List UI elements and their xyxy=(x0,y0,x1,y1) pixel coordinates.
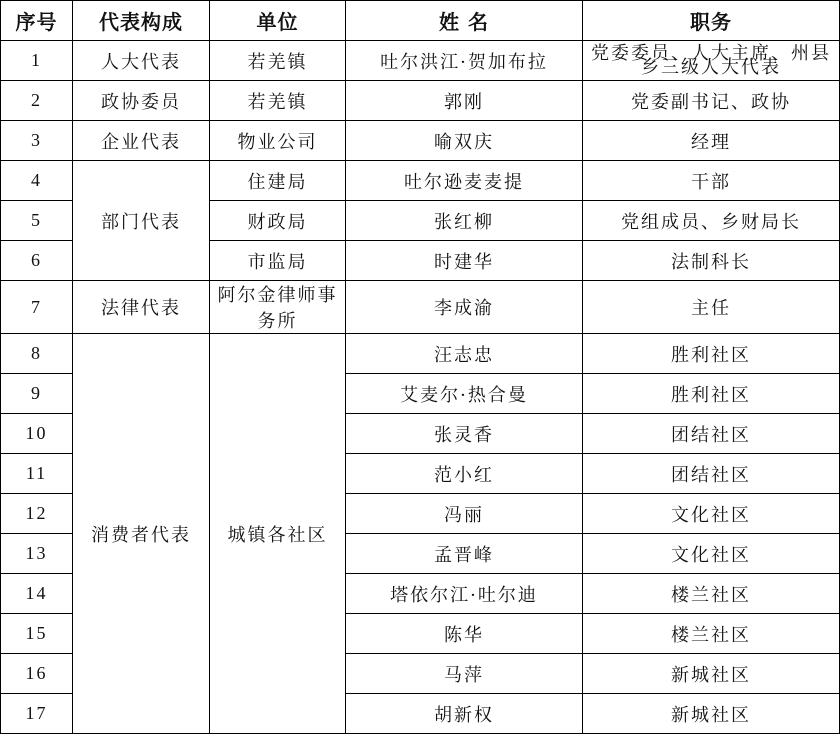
row-duty: 党组成员、乡财局长 xyxy=(583,201,840,241)
row-number: 17 xyxy=(1,694,73,734)
row-name: 范小红 xyxy=(346,454,583,494)
row-unit: 财政局 xyxy=(210,201,346,241)
row-unit: 物业公司 xyxy=(210,121,346,161)
row-duty: 楼兰社区 xyxy=(583,574,840,614)
row-name: 马萍 xyxy=(346,654,583,694)
row-number: 13 xyxy=(1,534,73,574)
row-name: 孟晋峰 xyxy=(346,534,583,574)
row-number: 15 xyxy=(1,614,73,654)
row-number: 1 xyxy=(1,41,73,81)
row-unit: 住建局 xyxy=(210,161,346,201)
row-name: 郭刚 xyxy=(346,81,583,121)
row-number: 7 xyxy=(1,281,73,334)
row-name: 张灵香 xyxy=(346,414,583,454)
header-unit: 单位 xyxy=(210,1,346,41)
header-category: 代表构成 xyxy=(73,1,210,41)
row-name: 艾麦尔·热合曼 xyxy=(346,374,583,414)
table-header-row xyxy=(1,1,840,41)
row-duty: 新城社区 xyxy=(583,694,840,734)
header-name: 姓 名 xyxy=(346,1,583,41)
row-name: 时建华 xyxy=(346,241,583,281)
row-duty: 法制科长 xyxy=(583,241,840,281)
row-number: 12 xyxy=(1,494,73,534)
row-category: 法律代表 xyxy=(73,281,210,334)
row-name: 胡新权 xyxy=(346,694,583,734)
row-duty: 新城社区 xyxy=(583,654,840,694)
row-duty: 文化社区 xyxy=(583,534,840,574)
row-duty: 楼兰社区 xyxy=(583,614,840,654)
row-duty: 党委副书记、政协 xyxy=(583,81,840,121)
row-number: 3 xyxy=(1,121,73,161)
row-name: 李成渝 xyxy=(346,281,583,334)
row-duty: 党委委员、人大主席、州县乡三级人大代表 xyxy=(583,41,840,81)
row-duty: 经理 xyxy=(583,121,840,161)
row-name: 喻双庆 xyxy=(346,121,583,161)
row-number: 16 xyxy=(1,654,73,694)
header-duty: 职务 xyxy=(583,1,840,41)
row-duty: 主任 xyxy=(583,281,840,334)
row-name: 冯丽 xyxy=(346,494,583,534)
row-number: 4 xyxy=(1,161,73,201)
row-duty: 团结社区 xyxy=(583,454,840,494)
row-category: 政协委员 xyxy=(73,81,210,121)
row-number: 10 xyxy=(1,414,73,454)
header-no: 序号 xyxy=(1,1,73,41)
row-number: 8 xyxy=(1,334,73,374)
row-category: 部门代表 xyxy=(73,161,210,281)
row-name: 汪志忠 xyxy=(346,334,583,374)
row-duty: 胜利社区 xyxy=(583,334,840,374)
row-unit: 城镇各社区 xyxy=(210,334,346,734)
table-row xyxy=(1,161,840,201)
row-number: 6 xyxy=(1,241,73,281)
row-name: 塔依尔江·吐尔迪 xyxy=(346,574,583,614)
row-number: 14 xyxy=(1,574,73,614)
table-row xyxy=(1,334,840,374)
row-duty: 团结社区 xyxy=(583,414,840,454)
table-row xyxy=(1,281,840,334)
row-name: 吐尔逊麦麦提 xyxy=(346,161,583,201)
row-category: 消费者代表 xyxy=(73,334,210,734)
row-name: 吐尔洪江·贺加布拉 xyxy=(346,41,583,81)
row-duty: 文化社区 xyxy=(583,494,840,534)
row-unit: 阿尔金律师事务所 xyxy=(210,281,346,334)
row-duty: 胜利社区 xyxy=(583,374,840,414)
row-name: 陈华 xyxy=(346,614,583,654)
row-duty: 干部 xyxy=(583,161,840,201)
table-row xyxy=(1,121,840,161)
row-category: 企业代表 xyxy=(73,121,210,161)
table-row xyxy=(1,41,840,81)
row-name: 张红柳 xyxy=(346,201,583,241)
row-category: 人大代表 xyxy=(73,41,210,81)
row-number: 9 xyxy=(1,374,73,414)
table-row xyxy=(1,81,840,121)
row-unit: 市监局 xyxy=(210,241,346,281)
row-number: 5 xyxy=(1,201,73,241)
row-unit: 若羌镇 xyxy=(210,81,346,121)
row-number: 11 xyxy=(1,454,73,494)
row-unit: 若羌镇 xyxy=(210,41,346,81)
row-number: 2 xyxy=(1,81,73,121)
